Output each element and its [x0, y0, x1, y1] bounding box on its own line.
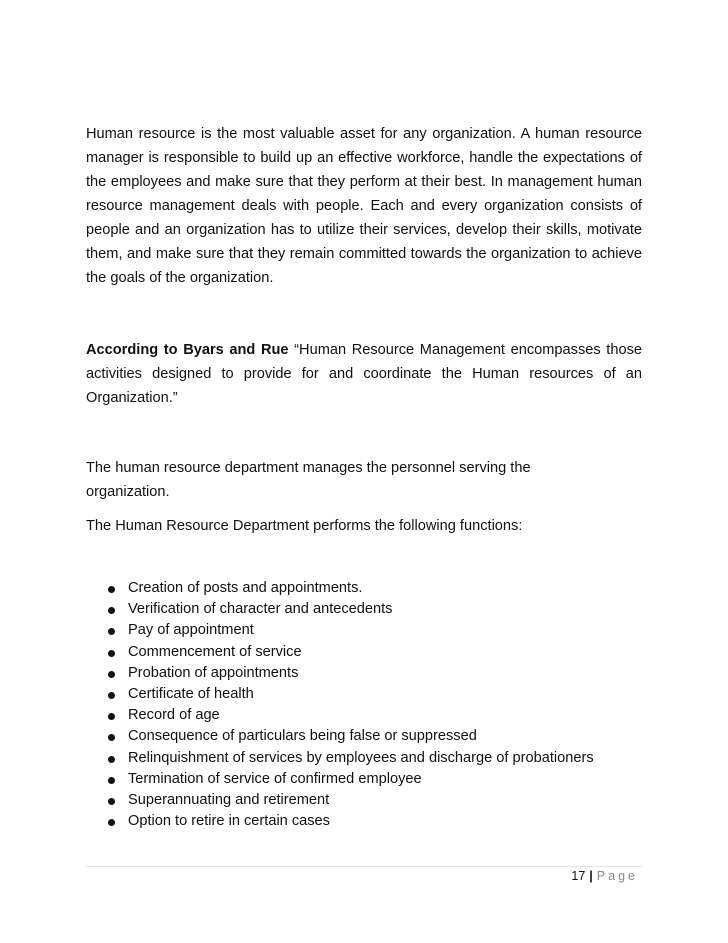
footer-divider	[86, 866, 642, 867]
list-item-text: Creation of posts and appointments.	[128, 580, 363, 596]
list-item-text: Verification of character and antecedents	[128, 601, 393, 618]
list-item	[108, 769, 642, 790]
bullet-icon	[108, 819, 115, 826]
bullet-icon	[108, 607, 115, 614]
list-item-text: Consequence of particulars being false or suppressed	[128, 728, 477, 745]
bullet-icon	[108, 586, 115, 593]
list-item-text: Termination of service of confirmed employee	[128, 770, 422, 787]
definition-text: “Human Resource Management encompasses those activities designed to provide for and coordinate the Human resources of an Organization.”	[86, 342, 642, 406]
list-item-text: Option to retire in certain cases	[128, 813, 330, 830]
page-number: 17	[571, 869, 586, 883]
list-item-text: Certificate of health	[128, 686, 254, 703]
page-label: Page	[596, 869, 638, 883]
definition-paragraph	[86, 338, 642, 410]
list-item	[108, 811, 642, 832]
bullet-icon	[108, 756, 115, 763]
list-item-text: Commencement of service	[128, 643, 302, 660]
bullet-icon	[108, 628, 115, 635]
bullet-icon	[108, 777, 115, 784]
intro-paragraph: Human resource is the most valuable asset for any organization. A human resource manager is responsible to build up an effective workforce, handle the expectations of the employees and make sure that they perform at their best. In management human resource management deals with people. Each and every organization consists of people and an organization has to utilize their services, develop their skills, motivate them, and make sure that they remain committed towards the organization to achieve the goals of the organization.	[86, 126, 642, 286]
list-item	[108, 726, 642, 747]
page-content	[86, 122, 642, 832]
footer-separator: |	[589, 869, 593, 883]
list-item-text: Pay of appointment	[128, 622, 254, 639]
bullet-icon	[108, 798, 115, 805]
list-item	[108, 620, 642, 641]
page-footer	[571, 866, 638, 886]
list-item	[108, 790, 642, 811]
bullet-icon	[108, 650, 115, 657]
list-item-text: Relinquishment of services by employees and discharge of probationers	[128, 749, 594, 766]
list-item	[108, 599, 642, 620]
functions-intro: The Human Resource Department performs the following functions:	[86, 518, 523, 534]
bullet-icon	[108, 713, 115, 720]
bullet-icon	[108, 734, 115, 741]
list-item	[108, 578, 642, 599]
list-item-text: Probation of appointments	[128, 664, 299, 681]
list-item	[108, 663, 642, 684]
functions-list	[86, 578, 642, 832]
list-item	[108, 748, 642, 769]
list-item-text: Superannuating and retirement	[128, 792, 330, 809]
list-item-text: Record of age	[128, 707, 220, 724]
department-paragraph: The human resource department manages the personnel serving the organization.	[86, 460, 531, 500]
bullet-icon	[108, 692, 115, 699]
list-item	[108, 705, 642, 726]
list-item	[108, 642, 642, 663]
list-item	[108, 684, 642, 705]
definition-lead: According to Byars and Rue	[86, 342, 289, 358]
bullet-icon	[108, 671, 115, 678]
